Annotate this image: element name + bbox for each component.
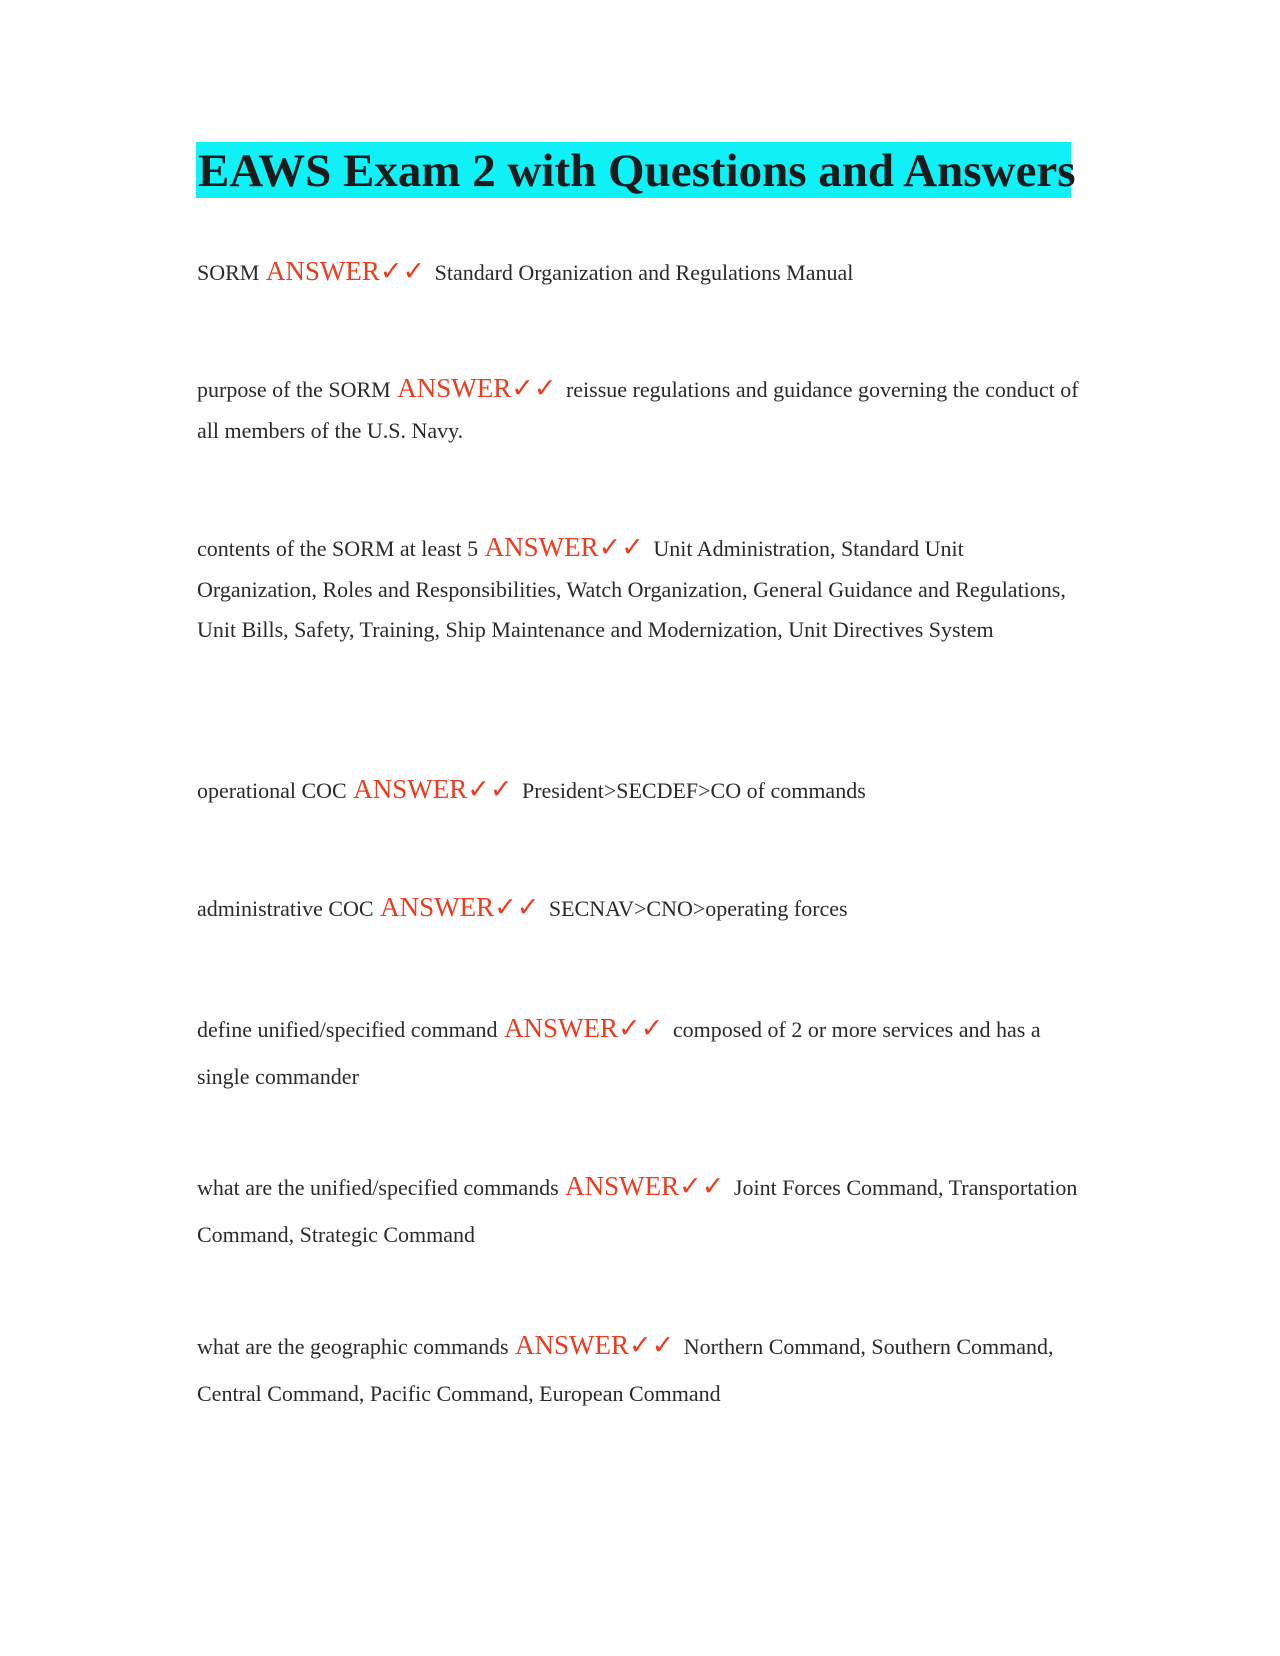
qa-entry-unified-command-definition: [197, 1005, 1087, 1100]
qa-entry-sorm-contents: [197, 527, 1087, 651]
answer-marker: ANSWER✓✓: [265, 256, 426, 286]
answer-text: Joint Forces Command, Transportation Command, Strategic Command: [197, 1175, 1078, 1247]
question-text: define unified/specified command: [197, 1017, 498, 1042]
answer-text: President>SECDEF>CO of commands: [521, 778, 866, 803]
qa-entry-administrative-coc: [197, 887, 1087, 930]
page-title: EAWS Exam 2 with Questions and Answers: [198, 145, 1076, 197]
question-text: operational COC: [197, 778, 347, 803]
qa-entry-unified-commands-list: [197, 1163, 1087, 1258]
question-text: contents of the SORM at least 5: [197, 536, 479, 561]
answer-text: Northern Command, Southern Command, Central Command, Pacific Command, European Command: [197, 1334, 1054, 1406]
answer-marker: ANSWER✓✓: [504, 1013, 664, 1043]
answer-text: reissue regulations and guidance governing the conduct of all members of the U.S. Navy.: [197, 377, 1079, 443]
qa-entry-geographic-commands: [197, 1322, 1087, 1417]
answer-text: composed of 2 or more services and has a single commander: [197, 1017, 1041, 1089]
answer-marker: ANSWER✓✓: [380, 892, 540, 922]
qa-entry-operational-coc: [197, 769, 1087, 812]
answer-text: SECNAV>CNO>operating forces: [548, 896, 848, 921]
answer-marker: ANSWER✓✓: [515, 1330, 675, 1360]
answer-text: Standard Organization and Regulations Manual: [434, 260, 854, 285]
answer-marker: ANSWER✓✓: [484, 532, 644, 562]
question-text: SORM: [197, 260, 260, 285]
question-text: what are the unified/specified commands: [197, 1175, 559, 1200]
question-text: administrative COC: [197, 896, 374, 921]
answer-marker: ANSWER✓✓: [397, 373, 557, 403]
answer-marker: ANSWER✓✓: [353, 774, 513, 804]
qa-entry-sorm-purpose: [197, 368, 1087, 451]
answer-marker: ANSWER✓✓: [565, 1171, 725, 1201]
qa-entry-sorm: [197, 251, 1087, 294]
question-text: what are the geographic commands: [197, 1334, 509, 1359]
question-text: purpose of the SORM: [197, 377, 391, 402]
answer-text: Unit Administration, Standard Unit Organization, Roles and Responsibilities, Watch Organization, General Guidance and Regulations, Unit Bills, Safety, Training, Ship Maintenance and Modernization, Unit Directives System: [197, 536, 1066, 642]
